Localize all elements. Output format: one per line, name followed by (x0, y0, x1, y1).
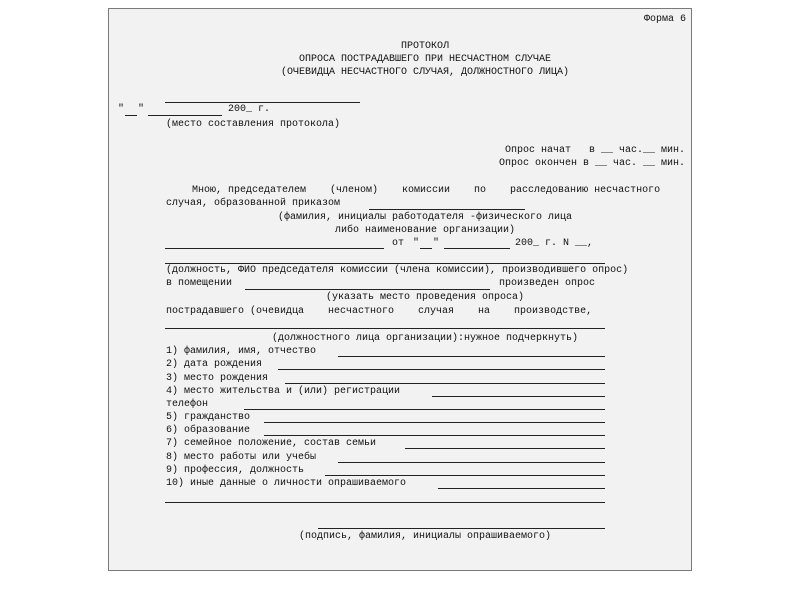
field-birth-place: 3) место рождения (166, 373, 269, 384)
victim-fill-line (165, 328, 605, 329)
field-family-line (405, 448, 605, 449)
order-line (369, 209, 525, 210)
date-year: 200_ г. (228, 104, 271, 115)
field-citizenship-line (264, 422, 605, 423)
field-education-line (264, 435, 605, 436)
field-phone-line (244, 409, 605, 410)
conducted-survey: произведен опрос (499, 278, 596, 289)
victim-line: пострадавшего (очевидца несчастного случая на производстве, (166, 306, 593, 317)
field-other-data: 10) иные данные о личности опрашиваемого (166, 478, 407, 489)
field-profession: 9) профессия, должность (166, 465, 305, 476)
field-profession-line (325, 475, 605, 476)
caption-place-survey: (указать место проведения опроса) (325, 292, 525, 303)
field-full-name: 1) фамилия, имя, отчество (166, 346, 317, 357)
field-other-data-line (438, 488, 605, 489)
place-caption: (место составления протокола) (166, 119, 341, 130)
signature-line (318, 528, 605, 529)
order-quote-open: " (413, 238, 420, 249)
field-birth-place-line (285, 383, 605, 384)
room-line (245, 289, 490, 290)
field-residence: 4) место жительства и (или) регистрации (166, 386, 401, 397)
caption-official: (должностного лица организации):нужное подчеркнуть) (271, 333, 579, 344)
title-line-3: (ОЧЕВИДЦА НЕСЧАСТНОГО СЛУЧАЯ, ДОЛЖНОСТНОГО ЛИЦА) (280, 67, 570, 78)
title-line-2: ОПРОСА ПОСТРАДАВШЕГО ПРИ НЕСЧАСТНОМ СЛУЧАЕ (298, 54, 552, 65)
field-workplace-line (338, 462, 605, 463)
field-education: 6) образование (166, 425, 251, 436)
order-year-no: 200_ г. N __, (515, 238, 594, 249)
field-birth-date-line (278, 369, 605, 370)
form-label: Форма 6 (643, 14, 686, 25)
title-line-1: ПРОТОКОЛ (400, 41, 450, 52)
para1-line2: случая, образованной приказом (166, 198, 341, 209)
field-birth-date: 2) дата рождения (166, 359, 263, 370)
date-month-line (148, 115, 222, 116)
order-day-line (420, 248, 432, 249)
employer-line (165, 248, 384, 249)
place-line (165, 102, 360, 103)
caption-position: (должность, ФИО председателя комиссии (члена комиссии), производившего опрос) (166, 265, 629, 276)
order-quote-close: " (433, 238, 440, 249)
date-quote-close: " (138, 104, 145, 115)
order-month-line (444, 248, 510, 249)
interview-end: Опрос окончен в __ час. __ мин. (498, 158, 685, 169)
caption-employer-1: (фамилия, инициалы работодателя -физического лица (277, 212, 573, 223)
interview-start: Опрос начат в __ час.__ мин. (504, 145, 685, 156)
position-line (165, 263, 605, 264)
in-room: в помещении (166, 278, 233, 289)
caption-employer-2: либо наименование организации) (334, 225, 516, 236)
field-phone: телефон (166, 399, 209, 410)
field-full-name-line (338, 356, 605, 357)
field-workplace: 8) место работы или учебы (166, 452, 317, 463)
field-family: 7) семейное положение, состав семьи (166, 438, 377, 449)
order-from: от (392, 238, 405, 249)
field-residence-line (432, 396, 605, 397)
signature-caption: (подпись, фамилия, инициалы опрашиваемого) (298, 531, 552, 542)
field-citizenship: 5) гражданство (166, 412, 251, 423)
date-quote-open: " (118, 104, 125, 115)
para1-line1: Мною, председателем (членом) комиссии по расследованию несчастного (192, 185, 661, 196)
date-day-line (125, 115, 137, 116)
field-other-data-line-2 (165, 502, 605, 503)
